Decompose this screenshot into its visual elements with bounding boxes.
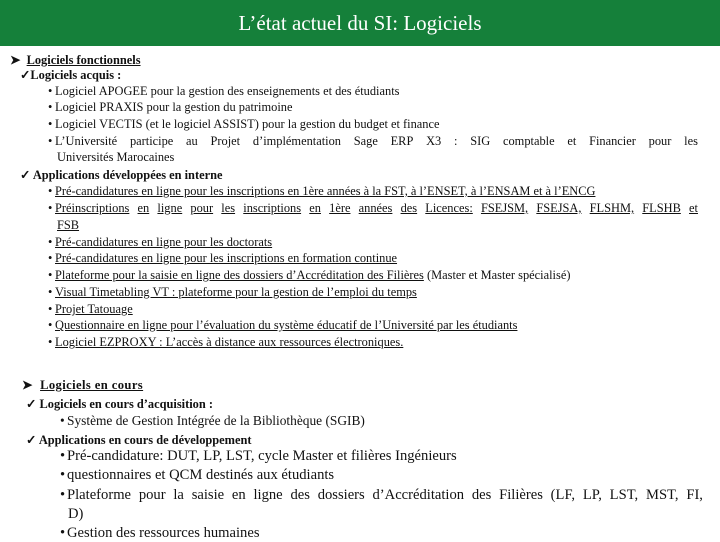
word: Licences: <box>425 201 473 215</box>
word: Projet <box>210 134 241 148</box>
sub2-label: Applications développées en interne <box>32 168 223 182</box>
word: des <box>471 487 492 503</box>
word: FSEJSA, <box>536 201 582 215</box>
word: Filières <box>499 487 543 503</box>
word: Préinscriptions <box>55 201 130 215</box>
section1-heading-line <box>10 52 141 68</box>
arrow-bullet-icon: ➤ <box>22 378 33 392</box>
word: et <box>567 134 577 148</box>
word: des <box>400 201 418 215</box>
check-icon: ✓ <box>26 433 37 447</box>
list-item[interactable]: • Pré-candidatures en ligne pour les inscriptions en formation continue <box>48 251 398 265</box>
word: X3 <box>426 134 442 148</box>
word: : <box>454 134 458 148</box>
sub4-label: Applications en cours de développement <box>38 433 252 447</box>
word: Plateforme <box>67 487 132 503</box>
list-item: • Logiciel VECTIS (et le logiciel ASSIST) pour la gestion du budget et finance <box>48 117 440 131</box>
list-item: • questionnaires et QCM destinés aux étudiants <box>60 467 335 483</box>
list-item[interactable]: • Questionnaire en ligne pour l’évaluation du système éducatif de l’Université par les étudiants <box>48 318 518 332</box>
section2-heading: Logiciels en cours <box>40 378 144 392</box>
list-item: • Logiciel APOGEE pour la gestion des enseignements et des étudiants <box>48 84 400 98</box>
word: L’Université <box>55 134 118 148</box>
justified-line <box>55 134 698 149</box>
word: LP, <box>582 487 602 503</box>
word: en <box>309 201 321 215</box>
word: LST, <box>609 487 639 503</box>
list-item-continuation[interactable]: FSB <box>57 218 80 232</box>
word: Sage <box>353 134 378 148</box>
section2-heading-line <box>22 377 143 393</box>
list-item[interactable]: • Pré-candidatures en ligne pour les doctorats <box>48 235 273 249</box>
list-item[interactable]: • Plateforme pour la saisie en ligne des dossiers d’Accréditation des Filières (Master et Master spécialisé) <box>48 268 571 282</box>
word: ERP <box>390 134 414 148</box>
list-item: • Système de Gestion Intégrée de la Bibliothèque (SGIB) <box>60 413 365 428</box>
list-item[interactable]: • Projet Tatouage <box>48 302 133 316</box>
word: 1ère <box>329 201 351 215</box>
word: des <box>290 487 310 503</box>
word: d’Accréditation <box>372 487 465 503</box>
check-icon: ✓ <box>20 68 31 82</box>
list-item-continuation: Universités Marocaines <box>57 150 175 164</box>
word: FSEJSM, <box>480 201 529 215</box>
arrow-bullet-icon: ➤ <box>10 53 21 67</box>
word: ligne <box>253 487 283 503</box>
list-item[interactable]: • Préinscriptions en ligne pour les inscriptions en 1ère années des Licences: FSEJSM, FSEJSA, FLSHM, FLSHB et <box>48 201 698 215</box>
justified-line[interactable] <box>55 201 698 216</box>
check-icon: ✓ <box>20 168 31 182</box>
word: Financier <box>589 134 636 148</box>
word: d’implémentation <box>252 134 341 148</box>
word: la <box>173 487 184 503</box>
list-item: • L’Université participe au Projet d’implémentation Sage ERP X3 : SIG comptable et Financier pour les <box>48 134 698 148</box>
sub3-label: Logiciels en cours d’acquisition : <box>39 397 213 411</box>
word: FI, <box>686 487 703 503</box>
section1-heading: Logiciels fonctionnels <box>26 53 141 67</box>
word: MST, <box>645 487 679 503</box>
word: les <box>221 201 236 215</box>
list-item-continuation: D) <box>68 506 84 522</box>
word: FLSHB <box>642 201 681 215</box>
word: inscriptions <box>243 201 302 215</box>
word: (LF, <box>550 487 576 503</box>
sub2-label-line <box>20 167 222 183</box>
slide-title-bar <box>0 0 720 46</box>
list-item: • Plateforme pour la saisie en ligne des dossiers d’Accréditation des Filières (LF, LP, LST, MST, FI, <box>60 487 703 503</box>
list-item: • Gestion des ressources humaines <box>60 525 260 541</box>
word: au <box>186 134 198 148</box>
word: pour <box>190 201 214 215</box>
word: pour <box>138 487 166 503</box>
justified-line <box>67 487 703 504</box>
sub1-label: Logiciels acquis : <box>30 68 122 82</box>
list-item: • Pré-candidature: DUT, LP, LST, cycle Master et filières Ingénieurs <box>60 448 457 464</box>
word: SIG <box>470 134 491 148</box>
word: comptable <box>502 134 555 148</box>
list-item[interactable]: • Logiciel EZPROXY : L’accès à distance aux ressources électroniques. <box>48 335 404 349</box>
word: et <box>689 201 698 215</box>
sub3-label-line <box>26 396 213 412</box>
list-item[interactable]: • Pré-candidatures en ligne pour les inscriptions en 1ère années à la FST, à l’ENSET, à l’ENSAM et à l’ENCG <box>48 184 596 198</box>
check-icon: ✓ <box>26 397 37 411</box>
word: participe <box>129 134 174 148</box>
word: FLSHM, <box>589 201 635 215</box>
list-item[interactable]: • Visual Timetabling VT : plateforme pour la gestion de l’emploi du temps <box>48 285 417 299</box>
slide-title: L’état actuel du SI: Logiciels <box>238 10 482 35</box>
list-item: • Logiciel PRAXIS pour la gestion du patrimoine <box>48 100 293 114</box>
word: saisie <box>191 487 225 503</box>
word: en <box>231 487 246 503</box>
word: dossiers <box>317 487 365 503</box>
slide-content <box>0 46 720 540</box>
word: les <box>684 134 698 148</box>
word: pour <box>648 134 672 148</box>
word: ligne <box>157 201 183 215</box>
sub4-label-line <box>26 432 252 448</box>
word: en <box>137 201 150 215</box>
sub1-label-line <box>20 67 121 83</box>
word: années <box>358 201 393 215</box>
